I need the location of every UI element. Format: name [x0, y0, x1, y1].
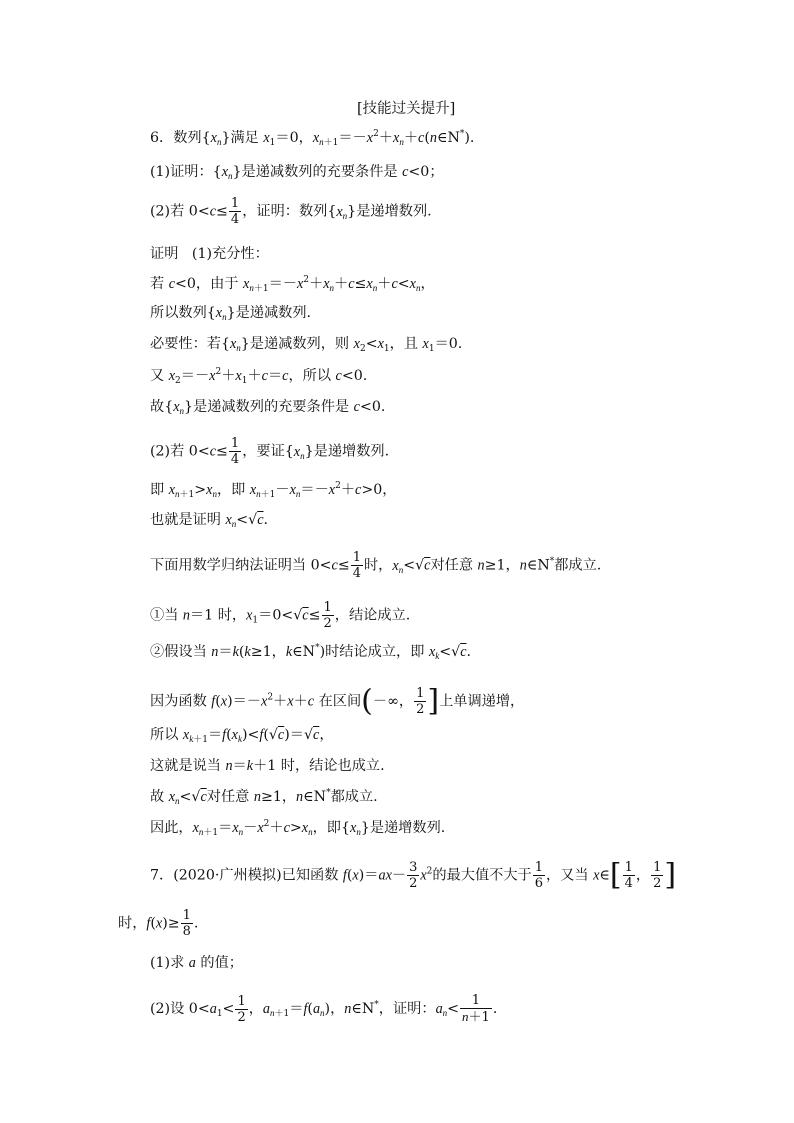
- proof-line: 因为函数 $f(x)=-x^2+x+c$ 在区间(－∞， $\frac{1}{2}$ ]上单调递增，: [150, 683, 525, 719]
- problem-7-part-2: (2)设 $0<a_1<$ $\frac{1}{2}$ ，$a_{n+1}=f(a_n)$，n∈N*，证明：$a_n<$ $\frac{1}{n+1}$ .: [150, 993, 498, 1025]
- proof-line: 即 $x_{n+1}>x_n$，即 $x_{n+1}-x_n=-x^2+c>0$，: [150, 481, 397, 500]
- proof-line: 必要性：若$\{x_n\}$是递减数列，则 $x_2<x_1$，且 $x_1=0$.: [150, 336, 463, 354]
- problem-7-statement-cont: 时，f(x)≥ $\frac{1}{8}$ .: [118, 908, 199, 939]
- problem-6-part-1: (1)证明：$\{x_n\}$是递减数列的充要条件是 c<0；: [150, 164, 444, 181]
- section-title: [技能过关提升]: [357, 101, 456, 117]
- proof-line: 故 $x_n<√c$对任意 n≥1，n∈N*都成立.: [150, 788, 378, 806]
- proof-line: 下面用数学归纳法证明当 0<c≤ $\frac{1}{4}$ 时，$x_n<√c$对任意 n≥1，n∈N*都成立.: [150, 550, 602, 581]
- proof-line: ①当 n＝1 时，$x_1=0<√c\le$ $\frac{1}{2}$ ，结论成立.: [150, 600, 411, 631]
- problem-6-statement: 6．数列$\{x_n\}$满足 $x_1=0$，$x_{n+1}=-x^2+x_n+c(n\in N^*)$.: [150, 129, 475, 148]
- proof-line: ②假设当 n＝k(k≥1，k∈N*)时结论成立，即 $x_k<√c$.: [150, 643, 472, 661]
- proof-line: 又 $x_2=-x^2+x_1+c=c$，所以 c<0.: [150, 367, 368, 386]
- proof-line: 因此，$x_{n+1}=x_n-x^2+c>x_n$，即$\{x_n\}$是递增数列.: [150, 819, 446, 838]
- problem-7-part-1: (1)求 a 的值；: [150, 955, 243, 971]
- proof-line: 所以数列$\{x_n\}$是递减数列.: [150, 305, 312, 322]
- proof-line: 证明 (1)充分性：: [150, 246, 269, 262]
- proof-line: (2)若 0<c≤ $\frac{1}{4}$ ，要证$\{x_n\}$是递增数列.: [150, 436, 390, 467]
- proof-line: 也就是证明 $x_n<√c$.: [150, 512, 269, 529]
- proof-line: 所以 $x_{k+1}=f(x_k)<f(√c)=√c$，: [150, 727, 334, 745]
- proof-line: 若 c<0，由于 $x_{n+1}=-x^2+x_n+c\le x_n+c<x_n$，: [150, 275, 435, 294]
- problem-6-part-2: (2)若 0<c≤ $\frac{1}{4}$ ，证明：数列$\{x_n\}$是递增数列.: [150, 196, 432, 227]
- problem-7-statement: 7．(2020·广州模拟)已知函数 f(x)＝ax－ $\frac{3}{2}$ $x^2$的最大值不大于 $\frac{1}{6}$ ，又当 x∈[ $\frac{1}{4}$ ， $\frac{1}{2}$ ]: [150, 857, 677, 893]
- proof-line: 故$\{x_n\}$是递减数列的充要条件是 c<0.: [150, 399, 386, 416]
- proof-line: 这就是说当 n＝k＋1 时，结论也成立.: [150, 758, 385, 774]
